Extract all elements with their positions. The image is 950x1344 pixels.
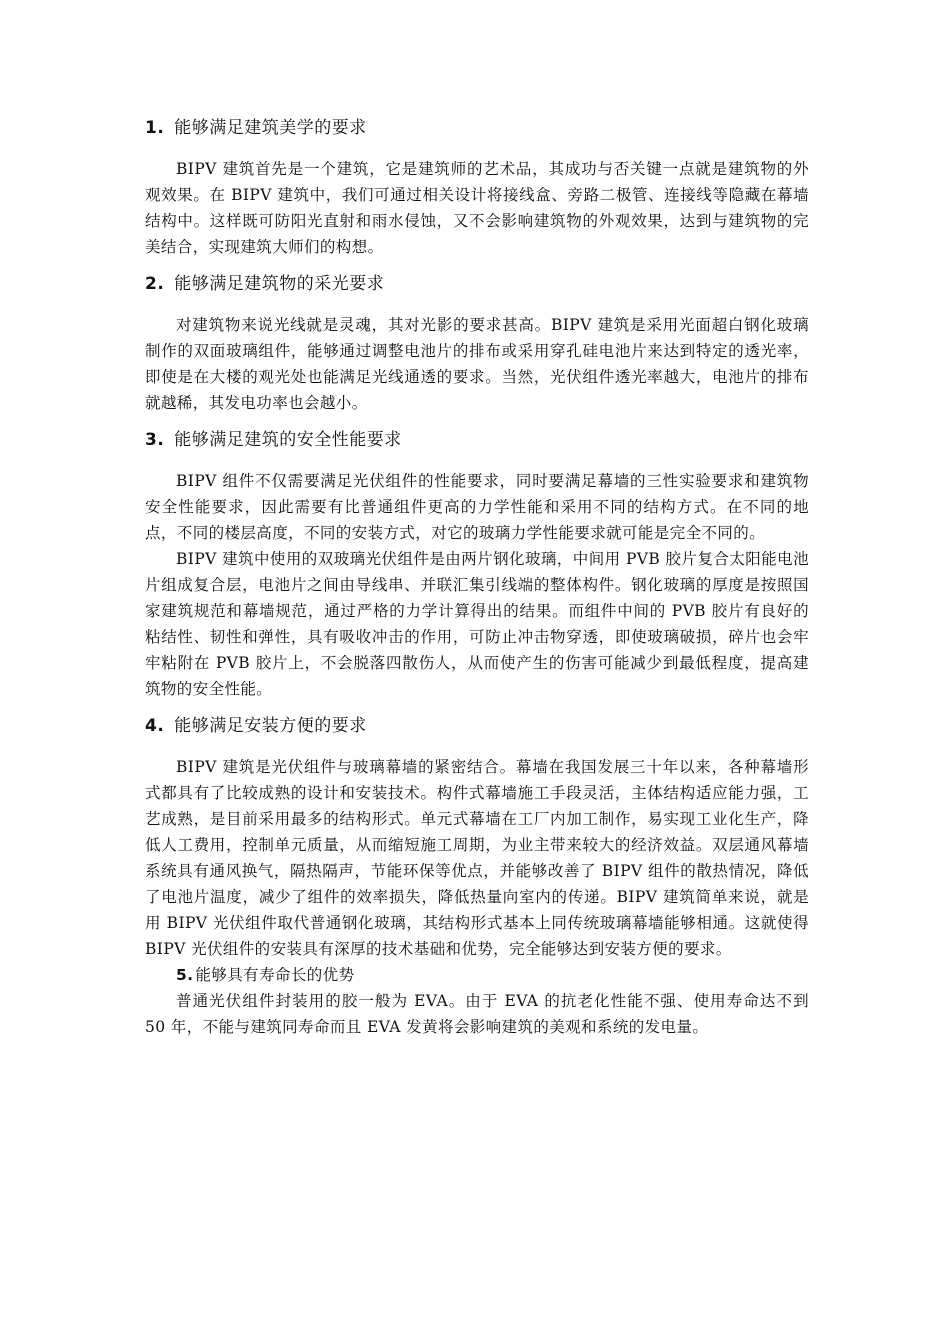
section-3-paragraph-1: BIPV 组件不仅需要满足光伏组件的性能要求，同时要满足幕墙的三性实验要求和建筑物安全性能要求，因此需要有比普通组件更高的力学性能和采用不同的结构方式。在不同的地点，不同的楼层高度，不同的安装方式，对它的玻璃力学性能要求就可能是完全不同的。 xyxy=(145,472,809,542)
section-2-paragraph: 对建筑物来说光线就是灵魂，其对光影的要求甚高。BIPV 建筑是采用光面超白钢化玻璃制作的双面玻璃组件，能够通过调整电池片的排布或采用穿孔硅电池片来达到特定的透光率，即使是在大楼的观光处也能满足光线通透的要求。当然，光伏组件透光率越大，电池片的排布就越稀，其发电功率也会越小。 xyxy=(145,316,809,412)
section-heading-4 xyxy=(145,708,809,744)
section-heading-5 xyxy=(145,962,809,988)
section-heading-2 xyxy=(145,266,809,302)
section-number: 4. xyxy=(145,716,165,736)
section-heading-3 xyxy=(145,422,809,458)
section-1-paragraph: BIPV 建筑首先是一个建筑，它是建筑师的艺术品，其成功与否关键一点就是建筑物的外观效果。在 BIPV 建筑中，我们可通过相关设计将接线盒、旁路二极管、连接线等隐藏在幕墙结构中。这样既可防阳光直射和雨水侵蚀，又不会影响建筑物的外观效果，达到与建筑物的完美结合，实现建筑大师们的构想。 xyxy=(145,160,809,256)
section-number: 1. xyxy=(145,118,165,138)
section-title: 能够满足安装方便的要求 xyxy=(174,716,367,736)
section-title: 能够具有寿命长的优势 xyxy=(195,966,355,984)
section-number: 2. xyxy=(145,274,165,294)
section-title: 能够满足建筑物的采光要求 xyxy=(174,274,385,294)
section-5-paragraph: 普通光伏组件封装用的胶一般为 EVA。由于 EVA 的抗老化性能不强、使用寿命达不到 50 年，不能与建筑同寿命而且 EVA 发黄将会影响建筑的美观和系统的发电量。 xyxy=(145,992,809,1036)
section-3-paragraph-2: BIPV 建筑中使用的双玻璃光伏组件是由两片钢化玻璃，中间用 PVB 胶片复合太阳能电池片组成复合层，电池片之间由导线串、并联汇集引线端的整体构件。钢化玻璃的厚度是按照国家建筑规范和幕墙规范，通过严格的力学计算得出的结果。而组件中间的 PVB 胶片有良好的粘结性、韧性和弹性，具有吸收冲击的作用，可防止冲击物穿透，即使玻璃破损，碎片也会牢牢粘附在 PVB 胶片上，不会脱落四散伤人，从而使产生的伤害可能减少到最低程度，提高建筑物的安全性能。 xyxy=(145,550,809,698)
section-number: 3. xyxy=(145,430,165,450)
section-number: 5. xyxy=(176,966,194,984)
section-heading-1 xyxy=(145,110,809,146)
section-title: 能够满足建筑美学的要求 xyxy=(174,118,367,138)
document-page xyxy=(145,110,809,1040)
section-4-paragraph: BIPV 建筑是光伏组件与玻璃幕墙的紧密结合。幕墙在我国发展三十年以来，各种幕墙形式都具有了比较成熟的设计和安装技术。构件式幕墙施工手段灵活，主体结构适应能力强，工艺成熟，是目前采用最多的结构形式。单元式幕墙在工厂内加工制作，易实现工业化生产，降低人工费用，控制单元质量，从而缩短施工周期，为业主带来较大的经济效益。双层通风幕墙系统具有通风换气，隔热隔声，节能环保等优点，并能够改善了 BIPV 组件的散热情况，降低了电池片温度，减少了组件的效率损失，降低热量向室内的传递。BIPV 建筑简单来说，就是用 BIPV 光伏组件取代普通钢化玻璃，其结构形式基本上同传统玻璃幕墙能够相通。这就使得 BIPV 光伏组件的安装具有深厚的技术基础和优势，完全能够达到安装方便的要求。 xyxy=(145,758,809,958)
section-title: 能够满足建筑的安全性能要求 xyxy=(174,430,402,450)
